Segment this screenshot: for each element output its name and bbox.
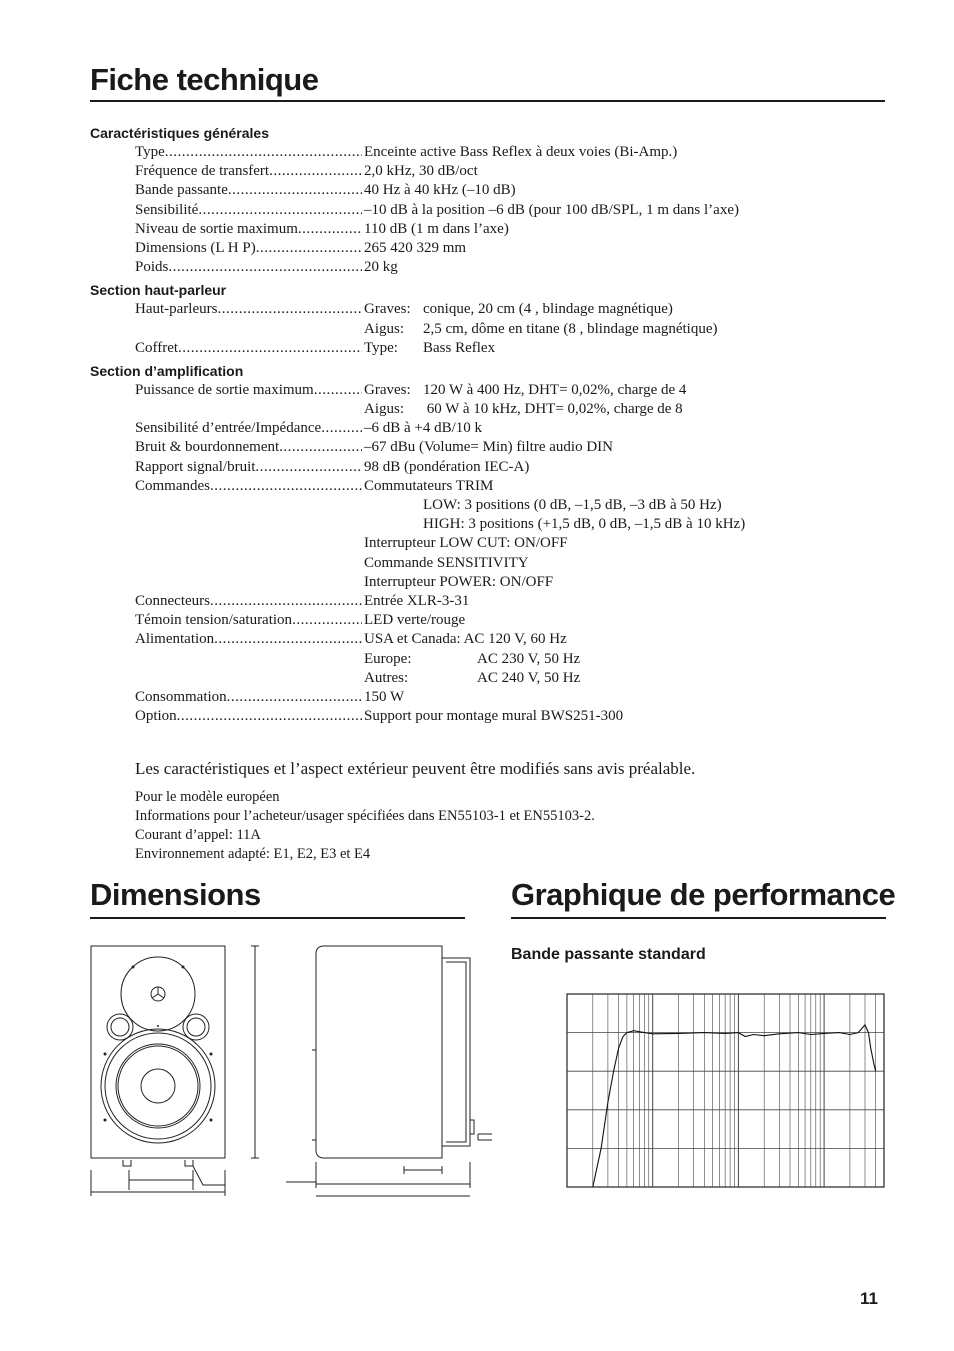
spec-label: Puissance de sortie maximum [135,381,314,398]
spec-value: Commande SENSITIVITY [364,554,529,571]
section-title: Section d’amplification [90,362,244,379]
spec-label: Niveau de sortie maximum [135,220,298,237]
section-title: Caractéristiques générales [90,125,269,141]
spec-row [90,669,850,688]
spec-label: Sensibilité d’entrée/Impédance [135,420,322,437]
eu-line: Courant d’appel: 11A [135,827,261,843]
spec-label: Dimensions (L H P) [135,239,256,256]
spec-label: Alimentation [135,631,215,648]
spec-label: Coffret [135,339,179,356]
title-rule [90,100,885,102]
dimensions-heading: Dimensions [90,877,261,912]
spec-value: USA et Canada: AC 120 V, 60 Hz [364,631,567,648]
spec-value: Support pour montage mural BWS251-300 [364,708,624,725]
spec-value: 20 kg [364,259,398,276]
spec-row [90,554,850,573]
spec-value: 2,0 kHz, 30 dB/oct [364,163,478,180]
spec-row [90,438,850,457]
graph-heading: Graphique de performance [511,877,896,912]
spec-value: Graves: 120 W à 400 Hz, DHT= 0,02%, charge de 4 [364,381,687,398]
spec-row [90,611,850,630]
speaker-side-drawing [282,940,497,1200]
spec-row [90,650,850,669]
spec-value: Aigus: 60 W à 10 kHz, DHT= 0,02%, charge de 8 [364,401,683,418]
spec-value: Autres: AC 240 V, 50 Hz [364,669,581,686]
spec-row [90,419,850,438]
spec-label: Consommation [135,688,227,705]
spec-label: Connecteurs [135,592,210,609]
spec-row [90,162,850,181]
spec-label: Sensibilité [135,201,199,218]
spec-label: Type [135,144,165,160]
spec-value: –67 dBu (Volume= Min) filtre audio DIN [364,439,613,456]
page-number: 11 [860,1289,878,1308]
spec-label: Commandes [135,477,210,494]
eu-line: Informations pour l’acheteur/usager spécifiées dans EN55103-1 et EN55103-2. [135,808,595,824]
spec-value: 98 dB (pondération IEC-A) [364,458,530,475]
spec-label: Fréquence de transfert [135,163,270,180]
spec-value: LED verte/rouge [364,612,466,629]
spec-value: Type: Bass Reflex [364,339,496,356]
dimensions-rule [90,917,465,919]
chart-frame [567,994,884,1187]
spec-label: Option [135,708,177,725]
spec-value: –6 dB à +4 dB/10 k [364,420,483,437]
spec-label: Rapport signal/bruit [135,458,256,475]
spec-value: 150 W [364,688,405,705]
spec-row [90,239,850,258]
spec-value: Enceinte active Bass Reflex à deux voies (Bi-Amp.) [364,144,678,160]
spec-row [90,400,850,419]
spec-value: Interrupteur LOW CUT: ON/OFF [364,535,568,552]
spec-row [90,458,850,477]
spec-value: 110 dB (1 m dans l’axe) [364,220,509,237]
spec-value: HIGH: 3 positions (+1,5 dB, 0 dB, –1,5 dB à 10 kHz) [423,516,746,533]
page-title: Fiche technique [90,62,319,97]
spec-row [90,201,850,220]
spec-row [90,300,850,319]
spec-row [90,339,850,358]
graph-rule [511,917,886,919]
spec-value: Aigus: 2,5 cm, dôme en titane (8 , blindage magnétique) [364,320,718,337]
spec-row [90,381,850,400]
spec-value: Europe: AC 230 V, 50 Hz [364,650,581,667]
eu-info [135,788,595,864]
spec-row [90,477,850,496]
frequency-response-chart [565,992,887,1190]
spec-label: Poids [135,259,169,276]
spec-value: LOW: 3 positions (0 dB, –1,5 dB, –3 dB à 50 Hz) [423,497,722,513]
spec-row [90,630,850,649]
spec-value: Interrupteur POWER: ON/OFF [364,573,554,590]
spec-row [90,534,850,553]
spec-row [90,707,850,726]
spec-row [90,220,850,239]
spec-row [90,258,850,277]
spec-row [90,573,850,592]
spec-row [90,688,850,707]
spec-label: Bruit & bourdonnement [135,439,280,456]
spec-row [90,592,850,611]
spec-label: Haut-parleurs [135,301,218,318]
spec-label: Bande passante [135,182,228,199]
spec-row [90,320,850,339]
eu-line: Environnement adapté: E1, E2, E3 et E4 [135,846,371,862]
speaker-front-drawing [85,940,270,1200]
spec-row [90,515,850,534]
spec-value: 40 Hz à 40 kHz (–10 dB) [364,182,516,199]
spec-value: Entrée XLR-3-31 [364,592,470,609]
spec-row [90,181,850,200]
spec-label: Témoin tension/saturation [135,612,293,629]
graph-subtitle: Bande passante standard [511,946,706,963]
section-title: Section haut-parleur [90,282,227,299]
disclaimer-note: Les caractéristiques et l’aspect extérieur peuvent être modifiés sans avis préalable. [135,759,696,778]
spec-row [90,143,850,162]
eu-line: Pour le modèle européen [135,789,280,805]
spec-value: Commutateurs TRIM [364,477,494,494]
spec-list [90,124,850,726]
spec-value: 265 420 329 mm [364,239,467,256]
spec-row [90,496,850,515]
spec-value: Graves: conique, 20 cm (4 , blindage magnétique) [364,301,673,318]
spec-value: –10 dB à la position –6 dB (pour 100 dB/SPL, 1 m dans l’axe) [364,201,739,218]
